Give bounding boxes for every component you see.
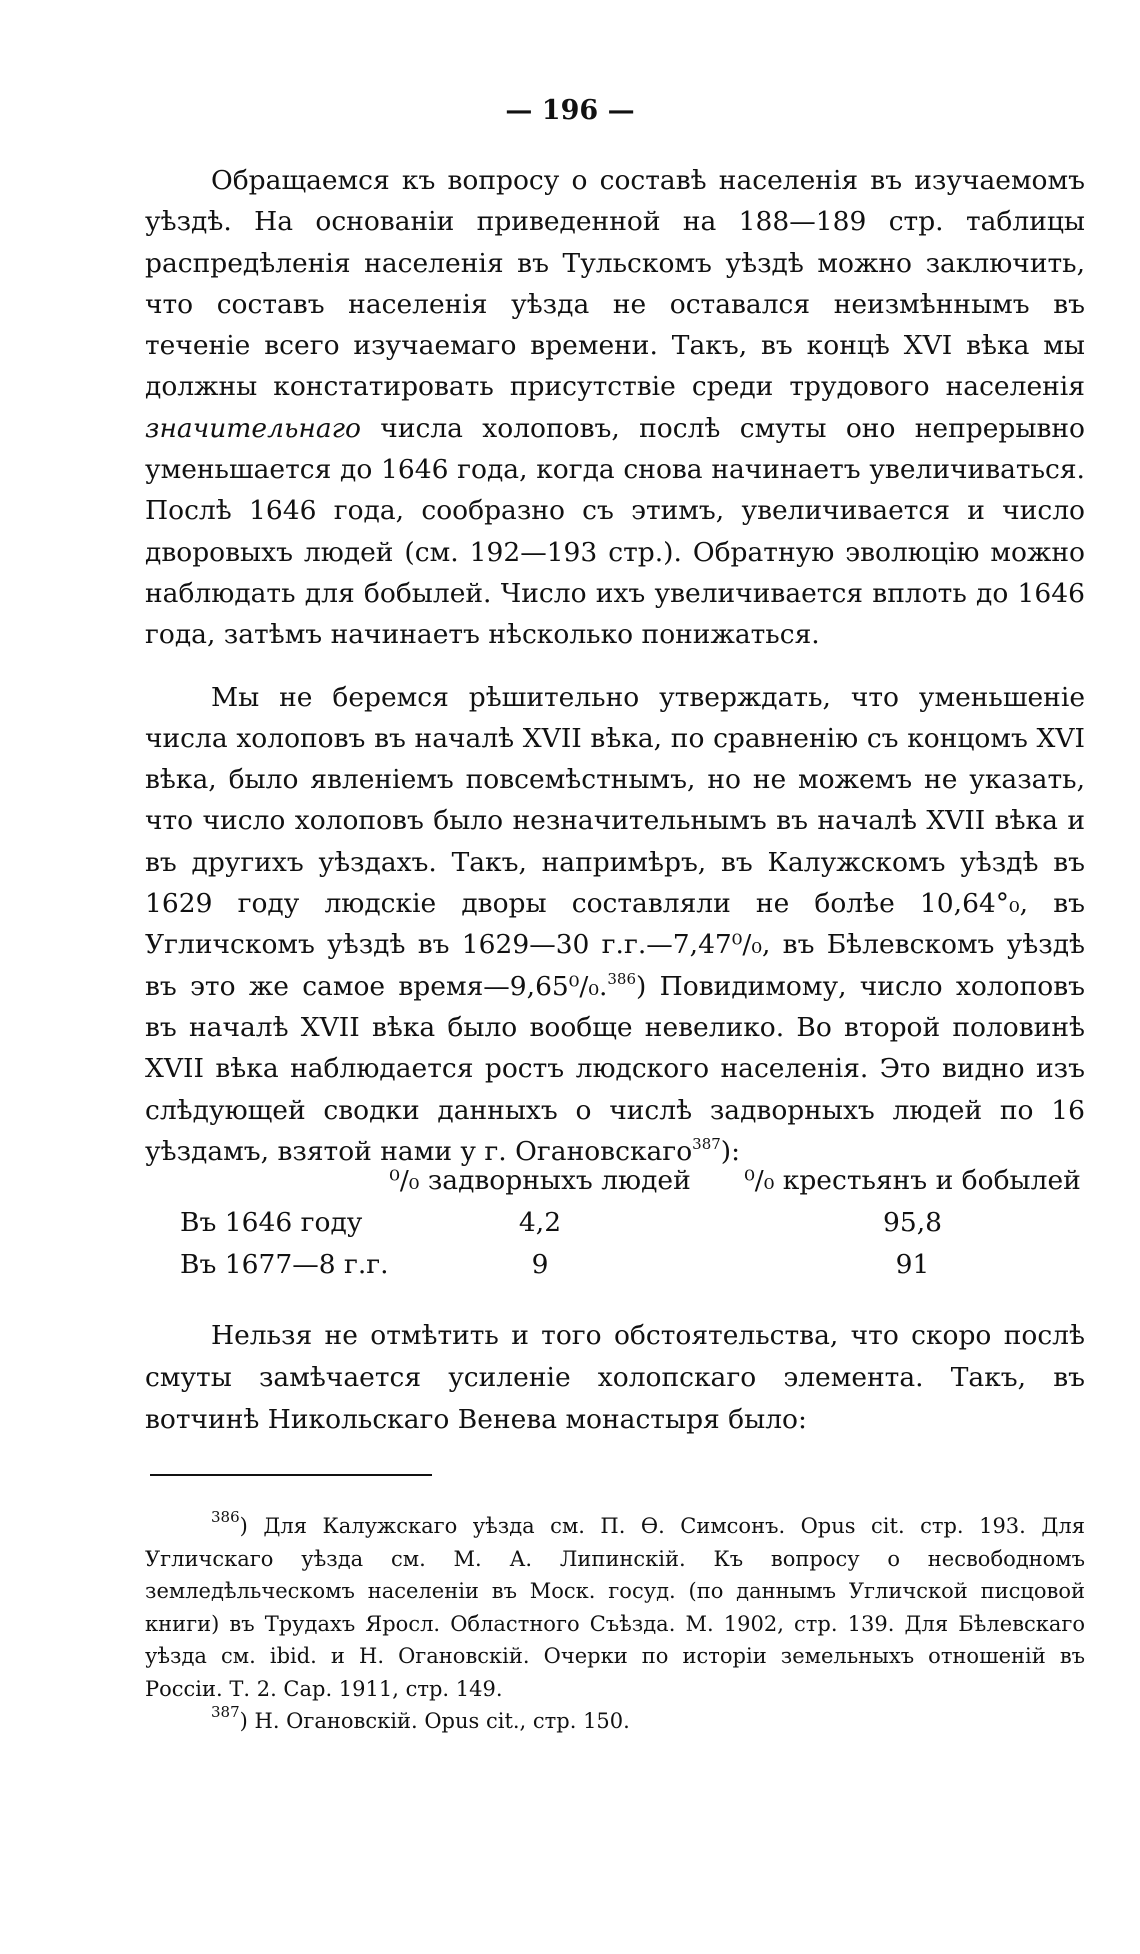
paragraph-3: Нельзя не отмѣтить и того обстоятельства, что скоро послѣ смуты замѣчается усиленіе холопскаго элемента. Такъ, въ вотчинѣ Никольскаго Венева монастыря было: — [145, 1320, 1085, 1435]
table-row-label: Въ 1646 году — [180, 1207, 363, 1238]
paragraph-2 — [145, 677, 1085, 1173]
paragraph-1-text: Обращаемся къ вопросу о составѣ населенія въ изучаемомъ уѣздѣ. На основаніи приведенной на 188—189 стр. таблицы распредѣленія населенія въ Тульскомъ уѣздѣ можно заключить, что составъ населенія уѣзда не оставался неизмѣннымъ въ теченіе всего изучаемаго времени. Такъ, въ концѣ XVI вѣка мы должны констатировать присутствіе среди трудового населенія — [145, 165, 1085, 403]
table-header: ⁰/₀ задворныхъ людей — [389, 1165, 691, 1196]
table-row — [145, 1249, 1085, 1291]
footnotes — [145, 1510, 1085, 1738]
footnote-ref-386[interactable]: 386 — [607, 969, 637, 988]
body-text — [145, 160, 1085, 1172]
footnote-ref-387[interactable]: 387 — [692, 1134, 721, 1153]
footnote-387 — [145, 1705, 1085, 1738]
statistics-table — [145, 1165, 1085, 1291]
paragraph-1 — [145, 160, 1085, 656]
page-number: — 196 — — [505, 95, 635, 126]
footnote-text: ) Н. Огановскій. Opus cit., стр. 150. — [239, 1709, 630, 1733]
footnote-386 — [145, 1510, 1085, 1705]
table-header-row — [145, 1165, 1085, 1207]
paragraph-2-text: Мы не беремся рѣшительно утверждать, что уменьшеніе числа холоповъ въ началѣ XVII вѣка, по сравненію съ концомъ XVI вѣка, было явленіемъ повсемѣстнымъ, но не можемъ не указать, что число холоповъ было незначительнымъ въ началѣ XVII вѣка и въ другихъ уѣздахъ. Такъ, напримѣръ, въ Калужскомъ уѣздѣ въ 1629 году людскіе дворы составляли не болѣе 10,64°₀, въ Угличскомъ уѣздѣ въ 1629—30 г.г.—7,47⁰/₀, въ Бѣлевскомъ уѣздѣ въ это же самое время—9,65⁰/₀. — [145, 681, 1085, 1002]
paragraph-1-text-cont: числа холоповъ, послѣ смуты оно непрерывно уменьшается до 1646 года, когда снова начинаетъ увеличиваться. Послѣ 1646 года, сообразно съ этимъ, увеличивается и число дворовыхъ людей (см. 192—193 стр.). Обратную эволюцію можно наблюдать для бобылей. Число ихъ увеличивается вплоть до 1646 года, затѣмъ начинаетъ нѣсколько понижаться. — [145, 412, 1085, 651]
paragraph-2-text-end: ): — [720, 1135, 741, 1167]
footnote-marker: 387 — [211, 1703, 240, 1721]
paragraph-2-text-cont: ) Повидимому, число холоповъ въ началѣ XVII вѣка было вообще невелико. Во второй половинѣ XVII вѣка наблюдается ростъ людского населенія. Это видно изъ слѣдующей сводки данныхъ о числѣ задворныхъ людей по 16 уѣздамъ, взятой нами у г. Огановскаго — [145, 970, 1085, 1167]
italic-emphasis: значительнаго — [145, 412, 361, 444]
after-table-text — [145, 1315, 1085, 1441]
table-row-label: Въ 1677—8 г.г. — [180, 1249, 389, 1280]
table-cell: 4,2 — [518, 1207, 562, 1238]
table-cell: 9 — [531, 1249, 549, 1280]
table-row — [145, 1207, 1085, 1249]
footnote-text: ) Для Калужскаго уѣзда см. П. Ѳ. Симсонъ. Opus cit. стр. 193. Для Угличскаго уѣзда см. М. А. Липинскій. Къ вопросу о несвободномъ земледѣльческомъ населеніи въ Моск. госуд. (по даннымъ Угличской писцовой книги) въ Трудахъ Яросл. Областного Съѣзда. М. 1902, стр. 139. Для Бѣлевскаго уѣзда см. ibid. и Н. Огановскій. Очерки по исторіи земельныхъ отношеній въ Россіи. Т. 2. Сар. 1911, стр. 149. — [145, 1514, 1085, 1701]
table-cell: 91 — [895, 1249, 930, 1280]
table-cell: 95,8 — [882, 1207, 942, 1238]
footnote-marker: 386 — [211, 1508, 240, 1526]
footnote-divider — [150, 1474, 432, 1476]
table-header: ⁰/₀ крестьянъ и бобылей — [744, 1165, 1081, 1196]
